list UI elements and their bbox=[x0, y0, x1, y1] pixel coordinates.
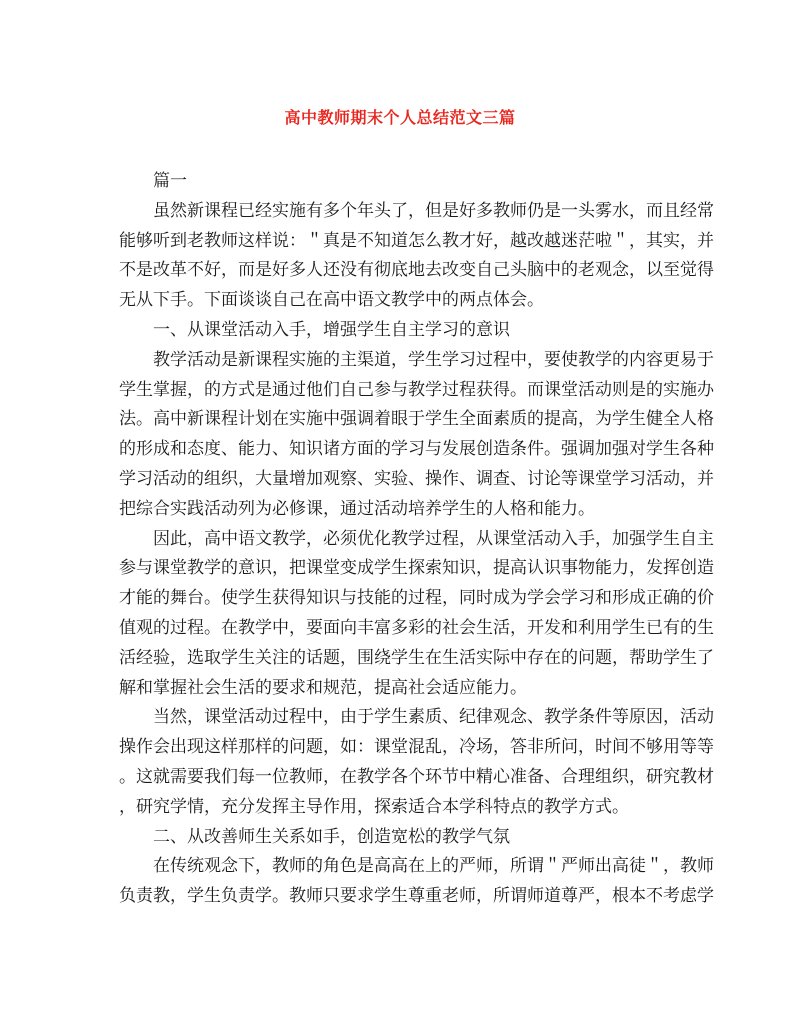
paragraph-line: 把综合实践活动列为必修课，通过活动培养学生的人格和能力。 bbox=[119, 498, 595, 519]
paragraph-line: 因此，高中语文教学，必须优化教学过程，从课堂活动入手，加强学生自主 bbox=[153, 528, 714, 549]
paragraph-line: 活经验，选取学生关注的话题，围绕学生在生活实际中存在的问题，帮助学生了 bbox=[119, 647, 714, 668]
subheading: 一、从课堂活动入手，增强学生自主学习的意识 bbox=[153, 319, 510, 340]
paragraph-line: 法。高中新课程计划在实施中强调着眼于学生全面素质的提高，为学生健全人格 bbox=[119, 409, 714, 430]
document-body bbox=[119, 167, 714, 912]
paragraph-line: 解和掌握社会生活的要求和规范，提高社会适应能力。 bbox=[119, 677, 527, 698]
paragraph-line: 虽然新课程已经实施有多个年头了，但是好多教师仍是一头雾水，而且经常 bbox=[153, 200, 714, 221]
paragraph-line: 负责教，学生负责学。教师只要求学生尊重老师，所谓师道尊严，根本不考虑学 bbox=[119, 886, 714, 907]
document-title: 高中教师期末个人总结范文三篇 bbox=[284, 108, 516, 127]
subheading: 二、从改善师生关系如手，创造宽松的教学气氛 bbox=[153, 826, 510, 847]
paragraph-line: 在传统观念下，教师的角色是高高在上的严师，所谓＂严师出高徒＂，教师 bbox=[153, 856, 714, 877]
paragraph-line: 能够听到老教师这样说：＂真是不知道怎么教才好，越改越迷茫啦＂，其实，并 bbox=[119, 230, 714, 251]
paragraph-line: 学生掌握，的方式是通过他们自己参与教学过程获得。而课堂活动则是的实施办 bbox=[119, 379, 714, 400]
paragraph-line: 不是改革不好，而是好多人还没有彻底地去改变自己头脑中的老观念，以至觉得 bbox=[119, 260, 714, 281]
paragraph-line: 。这就需要我们每一位教师，在教学各个环节中精心准备、合理组织，研究教材 bbox=[119, 766, 714, 787]
paragraph-line: 当然，课堂活动过程中，由于学生素质、纪律观念、教学条件等原因，活动 bbox=[153, 707, 714, 728]
paragraph-line: 值观的过程。在教学中，要面向丰富多彩的社会生活，开发和利用学生已有的生 bbox=[119, 617, 714, 638]
paragraph-line: 参与课堂教学的意识，把课堂变成学生探索知识，提高认识事物能力，发挥创造 bbox=[119, 558, 714, 579]
paragraph-line: 的形成和态度、能力、知识诸方面的学习与发展创造条件。强调加强对学生各种 bbox=[119, 439, 714, 460]
paragraph-line: 才能的舞台。使学生获得知识与技能的过程，同时成为学会学习和形成正确的价 bbox=[119, 588, 714, 609]
section-heading: 篇一 bbox=[153, 171, 187, 191]
paragraph-line: ，研究学情，充分发挥主导作用，探索适合本学科特点的教学方式。 bbox=[119, 796, 629, 817]
paragraph-line: 操作会出现这样那样的问题，如：课堂混乱，冷场，答非所问，时间不够用等等 bbox=[119, 737, 714, 758]
paragraph-line: 无从下手。下面谈谈自己在高中语文教学中的两点体会。 bbox=[119, 290, 544, 311]
paragraph-line: 教学活动是新课程实施的主渠道，学生学习过程中，要使教学的内容更易于 bbox=[153, 349, 714, 370]
paragraph-line: 学习活动的组织，大量增加观察、实验、操作、调查、讨论等课堂学习活动，并 bbox=[119, 468, 714, 489]
